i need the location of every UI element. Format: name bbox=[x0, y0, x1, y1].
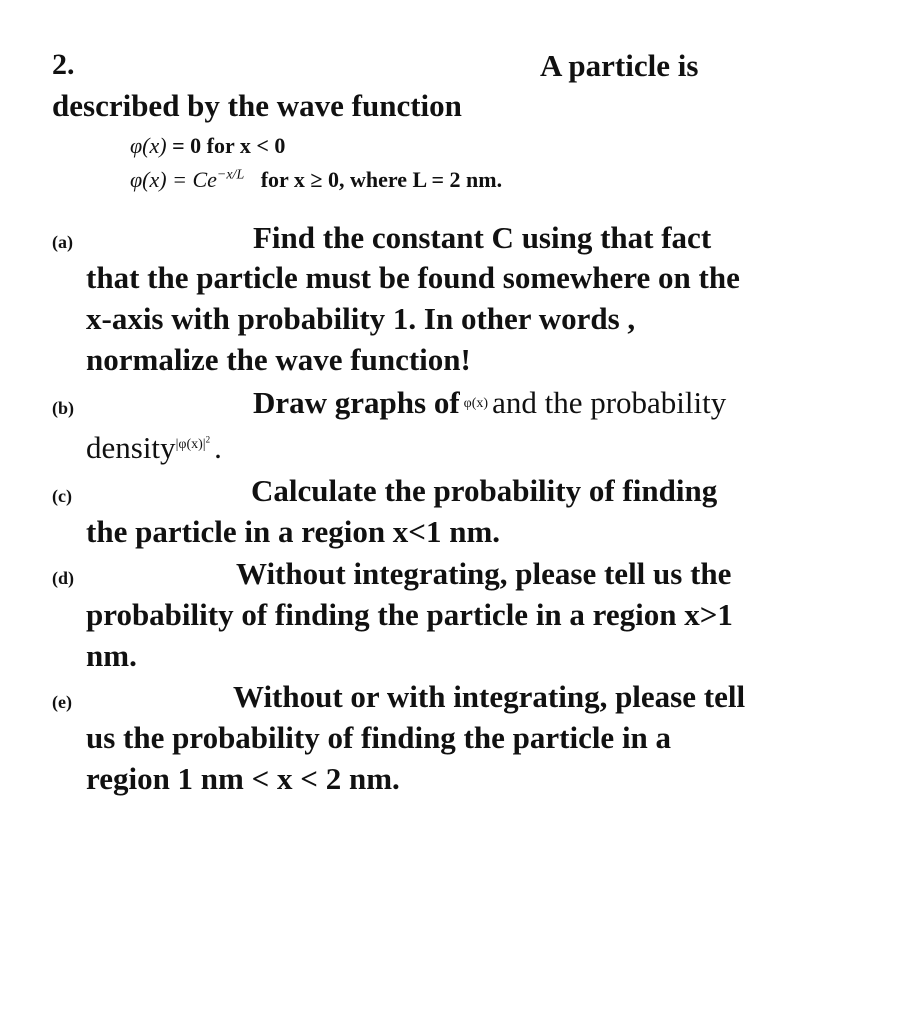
part-d-label: (d) bbox=[52, 568, 74, 588]
problem-number: 2. bbox=[52, 48, 75, 81]
part-a-line1: Find the constant C using that fact bbox=[253, 220, 712, 255]
part-a-label: (a) bbox=[52, 232, 73, 252]
part-b-bold-text: Draw graphs of bbox=[253, 385, 460, 420]
part-b-line2 bbox=[86, 430, 222, 466]
eq1-phi: φ(x) bbox=[130, 133, 167, 158]
phi-symbol: φ(x) bbox=[463, 396, 489, 411]
part-b-plain-text: and the probability bbox=[492, 385, 727, 420]
part-d-line2: probability of finding the particle in a region x>1 bbox=[86, 597, 733, 632]
density-word: density bbox=[86, 430, 176, 465]
part-a-line4: normalize the wave function! bbox=[86, 342, 471, 377]
part-a-line2: that the particle must be found somewhere on the bbox=[86, 260, 740, 295]
part-c-line1: Calculate the probability of finding bbox=[251, 473, 718, 508]
eq2-expression: = Ce bbox=[172, 167, 217, 192]
part-d-line3: nm. bbox=[86, 638, 137, 673]
eq2-condition: for x ≥ 0, where L = 2 nm. bbox=[260, 167, 503, 192]
problem-intro-part1: A particle is bbox=[540, 48, 699, 83]
part-d-line1: Without integrating, please tell us the bbox=[236, 556, 732, 591]
density-period: . bbox=[214, 430, 222, 465]
density-exponent: 2 bbox=[205, 434, 211, 445]
part-e-label: (e) bbox=[52, 692, 72, 712]
part-e-line2: us the probability of finding the particle in a bbox=[86, 720, 672, 755]
part-c-line2: the particle in a region x<1 nm. bbox=[86, 514, 501, 549]
eq2-phi: φ(x) bbox=[130, 167, 167, 192]
equation-1 bbox=[130, 133, 285, 159]
eq1-condition: = 0 for x < 0 bbox=[172, 133, 286, 158]
part-e-line1: Without or with integrating, please tell bbox=[233, 679, 746, 714]
density-symbol bbox=[175, 434, 211, 452]
equation-2 bbox=[130, 167, 502, 193]
part-a-line3: x-axis with probability 1. In other words , bbox=[86, 301, 636, 336]
part-b-line1 bbox=[253, 385, 726, 421]
part-c-label: (c) bbox=[52, 486, 72, 506]
density-symbol-text: |φ(x)| bbox=[175, 437, 206, 452]
problem-intro-part2: described by the wave function bbox=[52, 88, 462, 123]
part-e-line3: region 1 nm < x < 2 nm. bbox=[86, 761, 400, 796]
eq2-exponent: −x/L bbox=[216, 167, 245, 183]
part-b-label: (b) bbox=[52, 398, 74, 418]
